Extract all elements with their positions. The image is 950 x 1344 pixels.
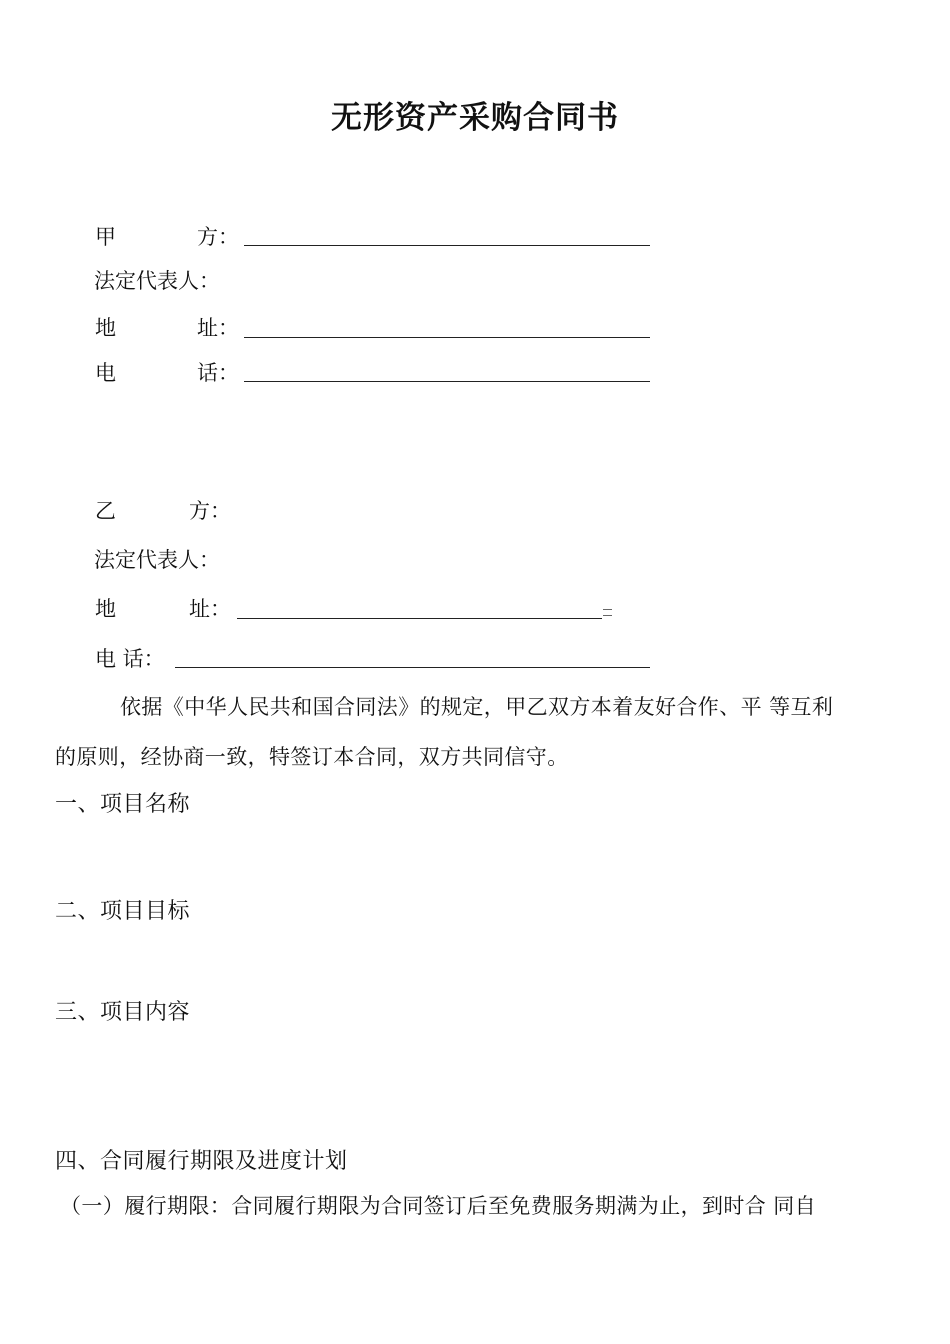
party-b-phone-blank[interactable] [175,667,650,668]
intro-line-2: 的原则，经协商一致，特签订本合同，双方共同信守。 [55,745,569,769]
party-b-address-label: 地 [95,597,116,621]
party-b-address-blank[interactable] [237,618,602,619]
party-b-rep-label: 法定代表人： [94,548,220,572]
stray-mark [603,615,612,616]
party-b-label-suffix: 方： [189,499,231,523]
party-a-address-label: 地 [95,316,116,340]
section-heading-1: 一、项目名称 [55,792,191,817]
party-a-address-blank[interactable] [244,337,650,338]
party-a-name-blank[interactable] [244,245,650,246]
stray-mark [603,609,612,610]
party-a-phone-blank[interactable] [244,381,650,382]
party-a-label-suffix: 方： [197,225,239,249]
party-b-phone-label: 电 话： [95,647,165,671]
party-a-phone-label-suffix: 话： [197,361,239,385]
party-a-label: 甲 [95,225,116,249]
section-4-item-1: （一）履行期限：合同履行期限为合同签订后至免费服务期满为止，到时合 同自 [60,1194,817,1218]
party-b-address-label-suffix: 址： [189,597,231,621]
party-a-rep-label: 法定代表人： [94,269,220,293]
party-a-address-label-suffix: 址： [197,316,239,340]
party-b-label: 乙 [95,499,116,523]
document-title: 无形资产采购合同书 [331,100,619,136]
party-a-phone-label: 电 [95,361,116,385]
section-heading-2: 二、项目目标 [55,899,191,924]
section-heading-4: 四、合同履行期限及进度计划 [55,1149,348,1174]
section-heading-3: 三、项目内容 [55,1000,191,1025]
intro-line-1: 依据《中华人民共和国合同法》的规定，甲乙双方本着友好合作、平 等互利 [120,695,834,719]
